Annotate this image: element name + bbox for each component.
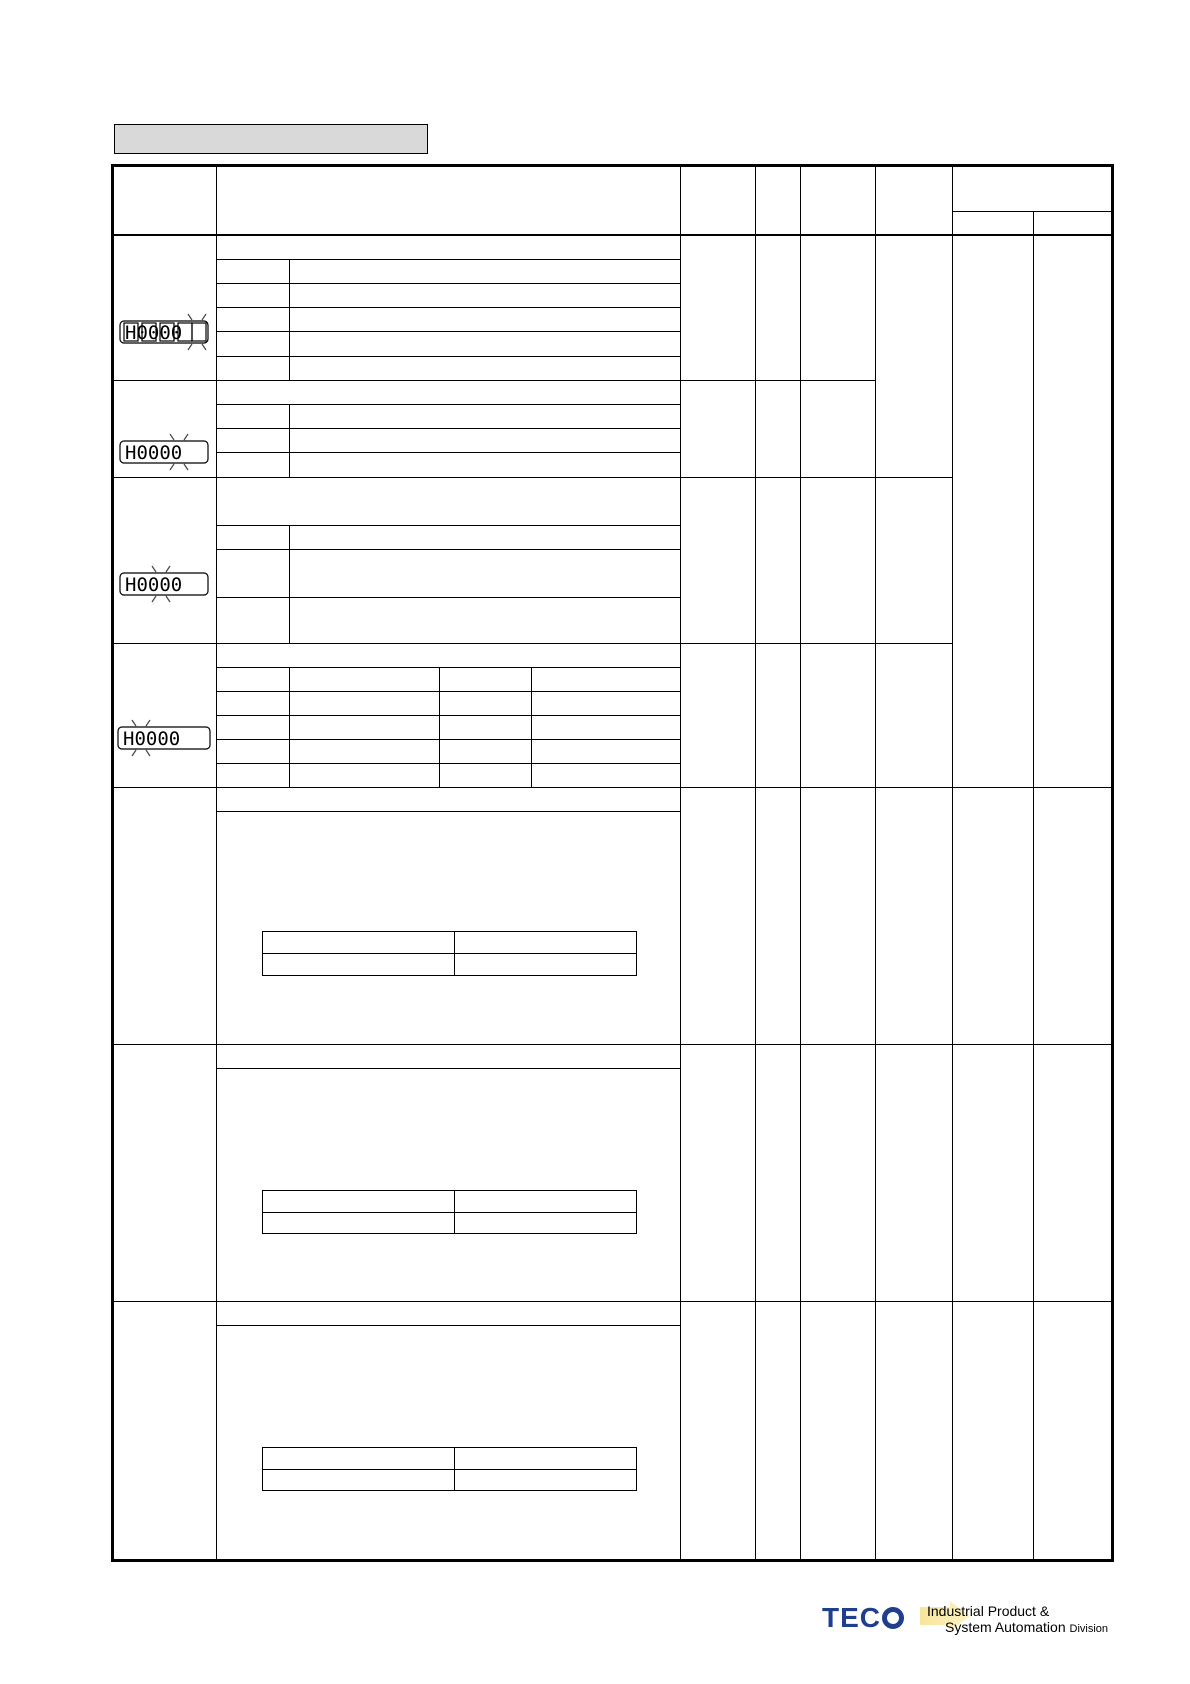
svg-text:H0000: H0000: [125, 322, 183, 344]
svg-text:H0000: H0000: [123, 728, 181, 750]
header-divider: [114, 234, 1111, 236]
inner-table-1: [262, 931, 637, 976]
display-h0000-digit2: [118, 560, 212, 606]
display-h0000-digit1: [118, 428, 212, 474]
col-line-5: [875, 167, 876, 1559]
display-h0000-digit0: [118, 308, 212, 354]
inner-table-2: [262, 1190, 637, 1234]
section-title-box: [114, 124, 428, 154]
division-line-1: Industrial Product &: [927, 1603, 1050, 1619]
col-line-6: [952, 167, 953, 1559]
col-line-3: [755, 167, 756, 1559]
svg-text:H0000: H0000: [125, 442, 183, 464]
display-h0000-digit3: [116, 714, 214, 760]
teco-logo: TEC: [822, 1605, 904, 1631]
col-line-1: [216, 167, 217, 1559]
inner-table-3: [262, 1447, 637, 1491]
header-subdivider: [952, 211, 1111, 212]
col-line-7: [1033, 211, 1034, 1559]
col-line-2: [680, 167, 681, 1559]
svg-text:H0000: H0000: [125, 574, 183, 596]
division-line-2: System Automation Division: [945, 1619, 1109, 1635]
parameter-table: [111, 164, 1114, 1562]
col-line-4: [800, 167, 801, 1559]
